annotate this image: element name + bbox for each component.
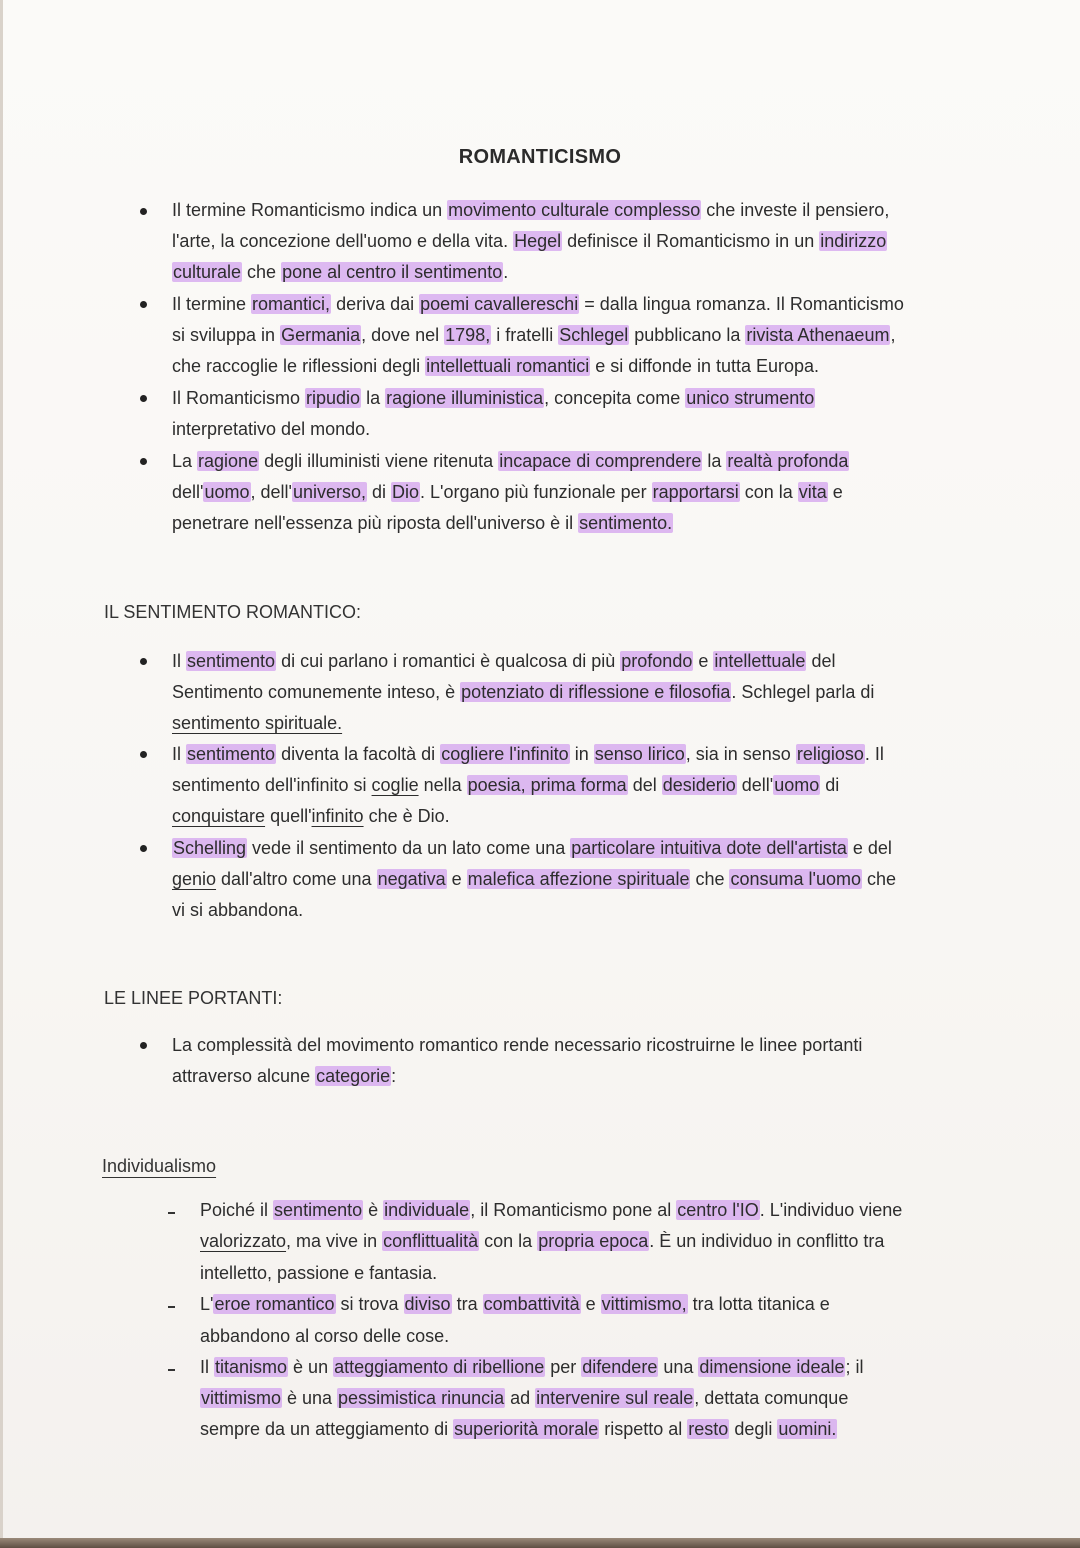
highlighted-text: uomo [774,775,820,795]
text-span: coglie [371,775,419,795]
highlighted-text: culturale [173,262,242,282]
text-span: sentimento dell'infinito si [172,775,372,795]
highlighted-text: senso lirico [594,744,685,764]
s3-d3-line3 [200,1417,837,1441]
s3-d1-line2 [200,1229,884,1253]
highlighted-text: Dio [392,482,420,502]
highlighted-text: dimensione ideale [699,1357,845,1377]
text-span: Poiché il [200,1200,274,1220]
text-span: vi si abbandona. [172,900,304,920]
highlighted-text: combattività [483,1294,580,1314]
highlighted-text: desiderio [662,775,736,795]
bullet-dash [168,1212,175,1214]
text-span: , dell' [250,482,292,502]
text-span: per [545,1357,582,1377]
highlighted-text: religioso [796,744,864,764]
text-span: , dove nel [361,325,445,345]
highlighted-text: sentimento [187,744,276,764]
highlighted-text: incapace di comprendere [499,451,702,471]
text-span: con la [479,1231,538,1251]
text-span: e [827,482,843,502]
text-span: definisce il Romanticismo in un [562,231,820,251]
highlighted-text: intellettuale [714,651,806,671]
text-span: di [820,775,840,795]
text-span: tra [451,1294,483,1314]
text-span: che investe il pensiero, [701,200,890,220]
text-span: deriva dai [331,294,420,314]
s3-d1-line1 [200,1198,902,1222]
highlighted-text: 1798, [445,325,491,345]
bullet-dot [140,658,147,665]
text-span: Il termine Romanticismo indica un [172,200,448,220]
highlighted-text: atteggiamento di ribellione [334,1357,545,1377]
intro-b2-line1 [172,292,904,316]
s1-b3-line2 [172,867,896,891]
highlighted-text: uomini. [778,1419,837,1439]
highlighted-text: movimento culturale complesso [448,200,701,220]
text-span: si trova [335,1294,404,1314]
text-span: genio [172,869,217,889]
s1-b2-line1 [172,742,884,766]
text-span: Il Romanticismo [172,388,306,408]
text-span: e del [847,838,892,858]
text-span: Il [172,744,187,764]
intro-b1-line2 [172,229,887,253]
text-span: vede il sentimento da un lato come una [247,838,571,858]
bullet-dash [168,1369,175,1371]
text-span: e [580,1294,601,1314]
text-span: di [367,482,392,502]
highlighted-text: intellettuali romantici [426,356,590,376]
text-span: . Schlegel parla di [731,682,875,702]
highlighted-text: vittimismo, [601,1294,687,1314]
bullet-dot [140,208,147,215]
text-span: pubblicano la [629,325,746,345]
intro-b2-line3 [172,354,819,378]
text-span: diventa la facoltà di [276,744,441,764]
text-span: è [363,1200,384,1220]
highlighted-text: superiorità morale [454,1419,599,1439]
text-span: intelletto, passione e fantasia. [200,1263,438,1283]
text-span: = dalla lingua romanza. Il Romanticismo [579,294,904,314]
text-span: i fratelli [491,325,559,345]
text-span: del [806,651,836,671]
highlighted-text: cogliere l'infinito [441,744,569,764]
highlighted-text: realtà profonda [727,451,849,471]
text-span: e si diffonde in tutta Europa. [590,356,820,376]
text-span: sentimento spirituale. [172,713,343,733]
text-span: conquistare [172,806,266,826]
text-span: . L'organo più funzionale per [420,482,652,502]
text-span: Il [200,1357,215,1377]
text-span: è una [282,1388,338,1408]
text-span: degli illuministi viene ritenuta [259,451,499,471]
intro-b3-line2 [172,417,370,441]
highlighted-text: malefica affezione spirituale [467,869,690,889]
text-span: la [702,451,727,471]
text-span: l'arte, la concezione dell'uomo e della vita. [172,231,514,251]
highlighted-text: Germania [281,325,361,345]
text-span: e [693,651,714,671]
s1-b2-line3 [172,804,450,828]
paper-edge-left [0,0,3,1538]
text-span: La complessità del movimento romantico rende necessario ricostruirne le linee portanti [172,1035,863,1055]
highlighted-text: categorie [316,1066,391,1086]
intro-b1-line3 [172,260,508,284]
text-span: che [690,869,730,889]
text-span: Il termine [172,294,252,314]
highlighted-text: sentimento [274,1200,363,1220]
highlighted-text: propria epoca [538,1231,649,1251]
text-span: , dettata comunque [694,1388,849,1408]
highlighted-text: centro l'IO [677,1200,759,1220]
text-span: con la [739,482,798,502]
s3-d2-line2 [200,1324,449,1348]
highlighted-text: ragione illuministica [386,388,544,408]
highlighted-text: vita [798,482,827,502]
text-span: ad [505,1388,536,1408]
text-span: dell' [172,482,204,502]
s3-d2-line1 [200,1292,830,1316]
highlighted-text: diviso [404,1294,451,1314]
text-span: che [861,869,897,889]
highlighted-text: rapportarsi [652,482,739,502]
page-title: ROMANTICISMO [458,146,622,168]
highlighted-text: difendere [582,1357,658,1377]
text-span: sempre da un atteggiamento di [200,1419,454,1439]
highlighted-text: universo, [292,482,367,502]
text-span: penetrare nell'essenza più riposta dell'universo è il [172,513,579,533]
s2-b1-line1 [172,1033,862,1057]
text-span: è un [288,1357,334,1377]
text-span: in [569,744,594,764]
highlighted-text: eroe romantico [214,1294,335,1314]
text-span: e [446,869,467,889]
intro-b4-line2 [172,480,843,504]
s3-d3-line1 [200,1355,863,1379]
text-span: si sviluppa in [172,325,281,345]
text-span: degli [729,1419,778,1439]
highlighted-text: individuale [384,1200,470,1220]
text-span: . È un individuo in conflitto tra [649,1231,885,1251]
highlighted-text: potenziato di riflessione e filosofia [461,682,731,702]
bullet-dot [140,751,147,758]
text-span: . Il [864,744,884,764]
bullet-dot [140,1042,147,1049]
highlighted-text: particolare intuitiva dote dell'artista [571,838,847,858]
s1-b1-line2 [172,680,874,704]
text-span: dall'altro come una [216,869,377,889]
highlighted-text: conflittualità [383,1231,479,1251]
highlighted-text: intervenire sul reale [536,1388,694,1408]
text-span: , [890,325,896,345]
highlighted-text: poesia, prima forma [467,775,627,795]
s2-b1-line2 [172,1064,396,1088]
highlighted-text: ragione [198,451,259,471]
highlighted-text: Schelling [173,838,247,858]
text-span: attraverso alcune [172,1066,316,1086]
intro-b3-line1 [172,386,815,410]
highlighted-text: Hegel [514,231,562,251]
highlighted-text: pone al centro il sentimento [282,262,503,282]
paper-edge-bottom [0,1538,1080,1548]
text-span: una [658,1357,699,1377]
text-span: tra lotta titanica e [687,1294,830,1314]
highlighted-text: negativa [377,869,446,889]
highlighted-text: titanismo [215,1357,288,1377]
text-span: , sia in senso [685,744,796,764]
highlighted-text: sentimento [187,651,276,671]
text-span: che [242,262,282,282]
text-span: che raccoglie le riflessioni degli [172,356,426,376]
section-heading-sentimento: IL SENTIMENTO ROMANTICO: [104,602,362,622]
section-heading-linee: LE LINEE PORTANTI: [104,988,283,1008]
text-span: Il [172,651,187,671]
highlighted-text: unico strumento [686,388,815,408]
highlighted-text: uomo [204,482,250,502]
text-span: La [172,451,198,471]
text-span: : [391,1066,397,1086]
s1-b3-line1 [172,836,892,860]
text-span: , il Romanticismo pone al [470,1200,677,1220]
s1-b3-line3 [172,898,303,922]
text-span: valorizzato [200,1231,287,1251]
s3-d1-line3 [200,1261,437,1285]
text-span: interpretativo del mondo. [172,419,371,439]
highlighted-text: resto [688,1419,729,1439]
text-span: Sentimento comunemente inteso, è [172,682,461,702]
intro-b4-line1 [172,449,849,473]
highlighted-text: consuma l'uomo [730,869,861,889]
highlighted-text: Schlegel [559,325,629,345]
text-span: , ma vive in [286,1231,383,1251]
text-span: che è Dio. [363,806,450,826]
bullet-dot [140,395,147,402]
text-span: infinito [311,806,364,826]
highlighted-text: indirizzo [820,231,887,251]
text-span: . [503,262,509,282]
text-span: abbandono al corso delle cose. [200,1326,450,1346]
text-span: ; il [845,1357,864,1377]
text-span: la [361,388,386,408]
text-span: nella [418,775,467,795]
bullet-dot [140,301,147,308]
text-span: di cui parlano i romantici è qualcosa di più [276,651,621,671]
highlighted-text: romantici, [252,294,331,314]
bullet-dot [140,845,147,852]
text-span: dell' [736,775,774,795]
intro-b2-line2 [172,323,895,347]
text-span: quell' [265,806,312,826]
s1-b2-line2 [172,773,839,797]
text-span: L' [200,1294,214,1314]
highlighted-text: pessimistica rinuncia [338,1388,505,1408]
text-span: rispetto al [599,1419,688,1439]
text-span: del [627,775,662,795]
highlighted-text: vittimismo [201,1388,281,1408]
intro-b1-line1 [172,198,889,222]
text-span: , concepita come [544,388,686,408]
highlighted-text: poemi cavallereschi [420,294,579,314]
bullet-dash [168,1306,175,1308]
highlighted-text: profondo [621,651,693,671]
intro-b4-line3 [172,511,673,535]
highlighted-text: rivista Athenaeum [746,325,890,345]
bullet-dot [140,458,147,465]
text-span: . L'individuo viene [759,1200,903,1220]
highlighted-text: sentimento. [579,513,673,533]
s3-d3-line2 [200,1386,848,1410]
s1-b1-line1 [172,649,835,673]
s1-b1-line3 [172,711,342,735]
section-heading-individualismo: Individualismo [102,1156,217,1176]
highlighted-text: ripudio [306,388,361,408]
